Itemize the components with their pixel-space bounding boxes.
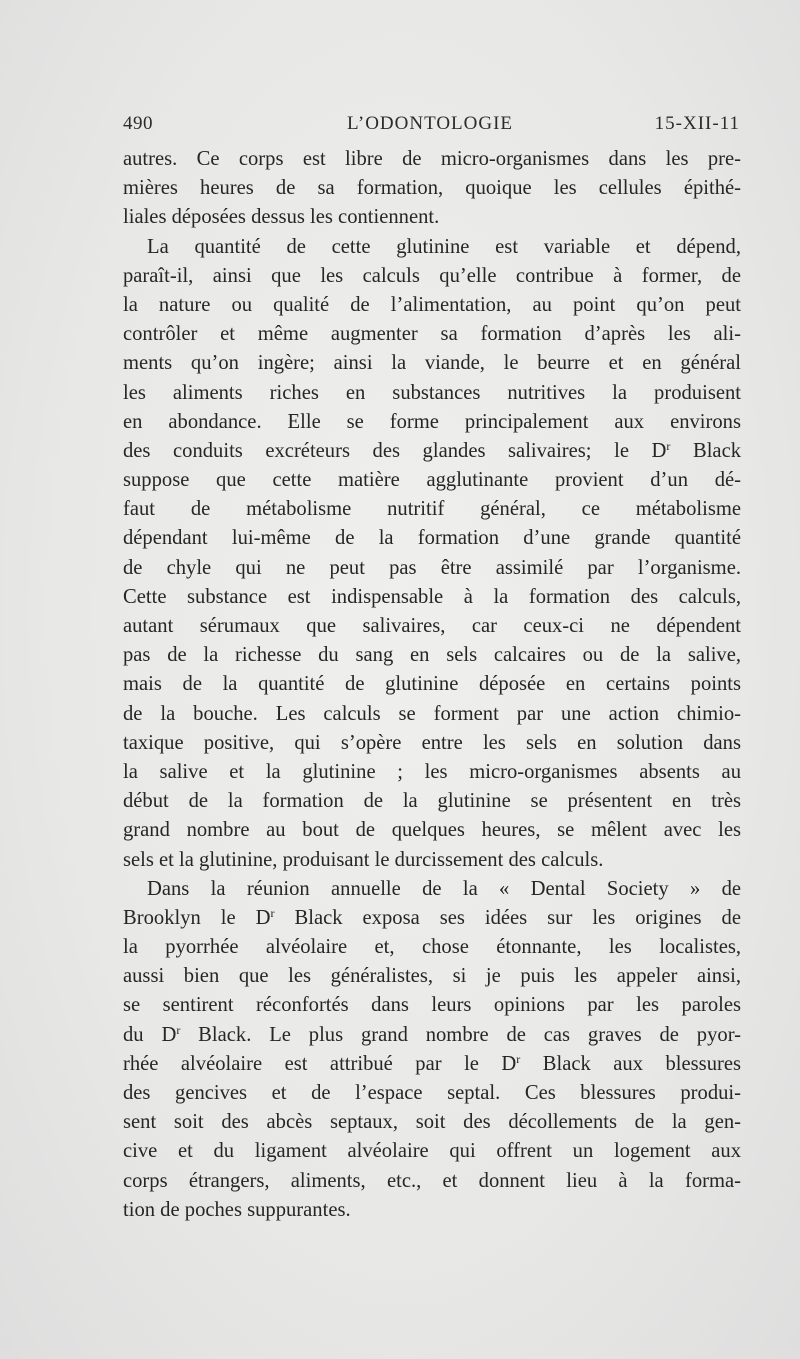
- text-line: aussi bien que les généralistes, si je puis les appeler ainsi,: [123, 965, 741, 988]
- text-line: cive et du ligament alvéolaire qui offrent un logement aux: [123, 1140, 741, 1163]
- text-line: se sentirent réconfortés dans leurs opinions par les paroles: [123, 994, 741, 1017]
- text-line: mières heures de sa formation, quoique les cellules épithé-: [123, 177, 741, 200]
- text-line: sent soit des abcès septaux, soit des décollements de la gen-: [123, 1111, 741, 1134]
- text-line: autres. Ce corps est libre de micro-organismes dans les pre-: [123, 148, 741, 170]
- page-header: [123, 113, 740, 141]
- text-line: autant sérumaux que salivaires, car ceux-ci ne dépendent: [123, 615, 741, 637]
- text-line: début de la formation de la glutinine se présentent en très: [123, 790, 741, 813]
- text-line: la nature ou qualité de l’alimentation, au point qu’on peut: [123, 293, 741, 316]
- text-line: paraît-il, ainsi que les calculs qu’elle contribue à former, de: [123, 264, 741, 287]
- text-line: de la bouche. Les calculs se forment par une action chimio-: [123, 702, 741, 725]
- text-line: [123, 1021, 741, 1050]
- text-line: Cette substance est indispensable à la formation des calculs,: [123, 585, 741, 608]
- text-fragment: Black. Le plus grand nombre de cas graves de pyor-: [180, 1023, 741, 1046]
- text-line: de chyle qui ne peut pas être assimilé par l’organisme.: [123, 556, 741, 579]
- text-line: des gencives et de l’espace septal. Ces blessures produi-: [123, 1082, 741, 1104]
- text-line: taxique positive, qui s’opère entre les sels en solution dans: [123, 731, 741, 754]
- text-line: [123, 904, 741, 933]
- text-line: la salive et la glutinine ; les micro-organismes absents au: [123, 760, 741, 783]
- body-text: [123, 145, 741, 1225]
- text-fragment: Black exposa ses idées sur les origines de: [274, 906, 741, 929]
- text-line: en abondance. Elle se forme principalement aux environs: [123, 410, 741, 433]
- text-line: sels et la glutinine, produisant le durcissement des calculs.: [123, 848, 604, 871]
- superscript: r: [270, 905, 275, 920]
- text-line: contrôler et même augmenter sa formation d’après les ali-: [123, 323, 741, 346]
- text-line: tion de poches suppurantes.: [123, 1198, 351, 1221]
- text-fragment: du D: [123, 1023, 177, 1046]
- text-line: [123, 1050, 741, 1079]
- issue-date: 15-XII-11: [654, 113, 740, 134]
- superscript: r: [516, 1051, 521, 1066]
- text-fragment: rhée alvéolaire est attribué par le D: [123, 1052, 517, 1075]
- text-line: la pyorrhée alvéolaire et, chose étonnante, les localistes,: [123, 936, 741, 959]
- text-fragment: des conduits excréteurs des glandes salivaires; le D: [123, 439, 667, 462]
- running-title: L’ODONTOLOGIE: [347, 113, 514, 134]
- text-line: grand nombre au bout de quelques heures, se mêlent avec les: [123, 819, 741, 842]
- superscript: r: [666, 438, 671, 453]
- text-fragment: Black aux blessures: [520, 1052, 741, 1075]
- superscript: r: [176, 1022, 181, 1037]
- text-line: mais de la quantité de glutinine déposée en certains points: [123, 673, 741, 696]
- text-line: les aliments riches en substances nutritives la produisent: [123, 381, 741, 404]
- text-line: corps étrangers, aliments, etc., et donnent lieu à la forma-: [123, 1169, 741, 1192]
- text-fragment: Brooklyn le D: [123, 906, 271, 929]
- text-line: suppose que cette matière agglutinante provient d’un dé-: [123, 469, 741, 492]
- text-line: ments qu’on ingère; ainsi la viande, le beurre et en général: [123, 352, 741, 375]
- text-line: [123, 437, 741, 466]
- page-number: 490: [123, 113, 153, 134]
- text-line: Dans la réunion annuelle de la « Dental Society » de: [147, 877, 741, 900]
- text-line: dépendant lui-même de la formation d’une grande quantité: [123, 527, 741, 550]
- text-line: pas de la richesse du sang en sels calcaires ou de la salive,: [123, 644, 741, 667]
- text-line: liales déposées dessus les contiennent.: [123, 206, 440, 229]
- text-line: faut de métabolisme nutritif général, ce métabolisme: [123, 498, 741, 521]
- text-line: La quantité de cette glutinine est variable et dépend,: [147, 235, 741, 258]
- text-fragment: Black: [670, 439, 742, 462]
